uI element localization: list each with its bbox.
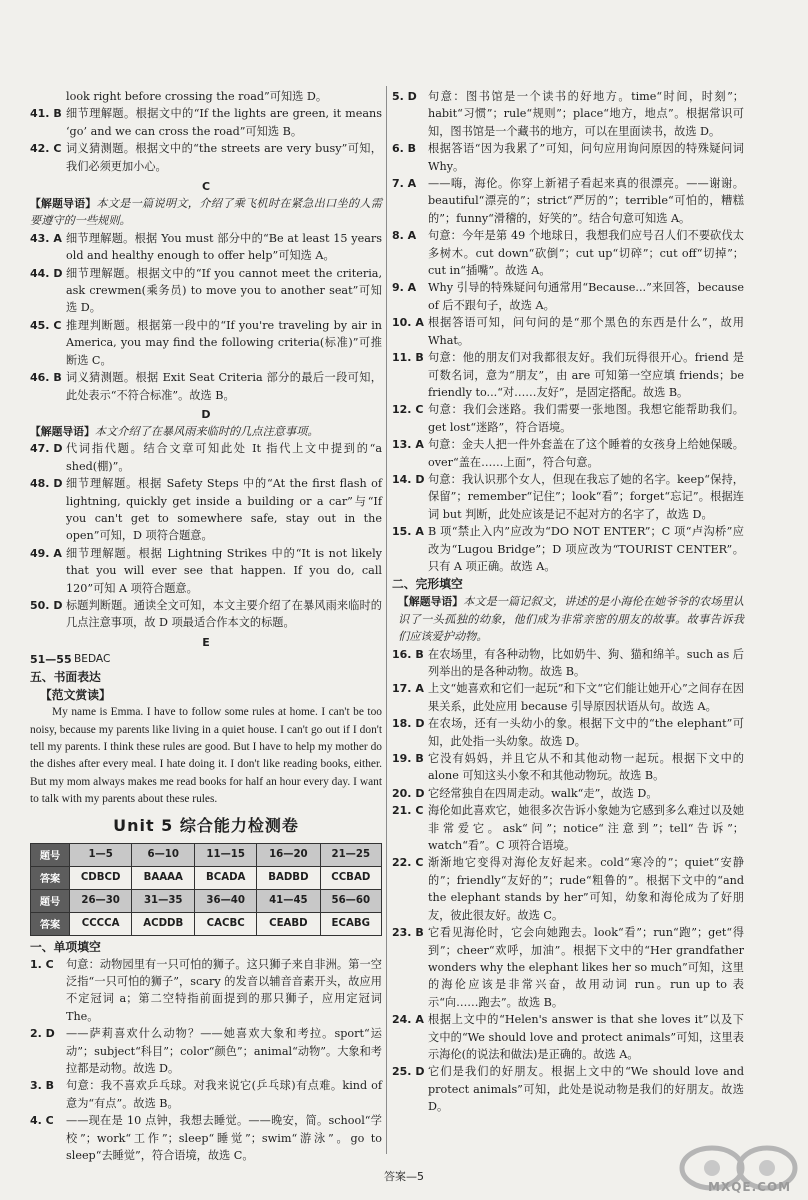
answer-item	[392, 750, 744, 785]
answer-item	[30, 265, 382, 317]
table-cell: 36—40	[195, 889, 257, 912]
answer-item	[30, 956, 382, 1026]
section-letter: D	[201, 407, 211, 421]
answer-item	[30, 1025, 382, 1077]
guide-text	[392, 593, 744, 645]
item-text: B 项“禁止入内”应改为“DO NOT ENTER”；C 项“卢沟桥”应改为“Lugou Bridge”；D 项应改为“TOURIST CENTER”。只有 A 项正确。故选 A。	[428, 525, 744, 573]
answer-item	[392, 1011, 744, 1063]
item-number: 14. D	[392, 472, 425, 486]
item-text: 细节理解题。根据文中的“If the lights are green, it means ‘go’ and we can cross the road”可知选 B。	[66, 107, 382, 138]
answer-item	[30, 1077, 382, 1112]
item-text: 细节理解题。根据 Lightning Strikes 中的“It is not likely that you will ever see that happen. If you do, call 120”可知 A 项符合题意。	[66, 546, 382, 595]
section-heading: 二、完形填空	[392, 577, 463, 592]
item-text: 句意：我认识那个女人，但现在我忘了她的名字。keep“保持，保留”；remember“记住”；look“看”；forget“忘记”。根据连词 but 判断，此处应该是记不起对方的名字了，故选 D。	[428, 472, 744, 521]
item-number: 11. B	[392, 351, 424, 365]
right-column	[392, 88, 744, 1116]
answer-item	[30, 369, 382, 404]
guide-text	[30, 423, 382, 440]
range-label: 51—55	[30, 652, 72, 666]
item-text: 细节理解题。根据 Safety Steps 中的“At the first flash of lightning, quickly get inside a building or a car”与“If you can't get to somewhere safe, stay out in the open”可知，D 项符合题意。	[66, 477, 382, 543]
table-cell: 41—45	[257, 889, 320, 912]
answer-item	[30, 545, 382, 597]
item-text: 标题判断题。通读全文可知，本文主要介绍了在暴风雨来临时的几点注意事项，故 D 项最适合作本文的标题。	[66, 598, 382, 630]
item-number: 43. A	[30, 231, 62, 245]
table-row	[31, 889, 382, 912]
guide-label: 【解题导语】	[398, 595, 464, 609]
answer-item	[30, 440, 382, 475]
guide-body: 本文是一篇说明文，介绍了乘飞机时在紧急出口坐的人需要遵守的一些规则。	[30, 197, 382, 228]
item-number: 8. A	[392, 229, 417, 243]
answer-range	[30, 651, 382, 668]
item-number: 45. C	[30, 318, 62, 332]
item-number: 6. B	[392, 142, 417, 156]
writing-heading: 五、书面表达	[30, 670, 101, 685]
guide-body: 本文是一篇记叙文，讲述的是小海伦在她爷爷的农场里认识了一头孤独的幼象，他们成为非常亲密的朋友的故事。故事告诉我们应该爱护动物。	[398, 595, 744, 644]
watermark-text: MXQE.COM	[708, 1180, 792, 1194]
answer-item	[392, 924, 744, 1011]
table-cell: 31—35	[132, 889, 195, 912]
item-number: 44. D	[30, 266, 63, 280]
item-number: 4. C	[30, 1114, 54, 1128]
answer-item	[392, 88, 744, 140]
item-text: 上文“她喜欢和它们一起玩”和下文“它们能让她开心”之间存在因果关系，此处应用 because 引导原因状语从句。故选 A。	[428, 682, 744, 713]
item-text: 它看见海伦时，它会向她跑去。look“看”；run“跑”；get“得到”；cheer“欢呼，加油”。根据下文中的“Her grandfather wonders why the elephant likes her so much”可知，这里的海伦应该是非常兴奋，故用动词 run。run up to 表示“向……跑去”。故选 B。	[428, 926, 744, 1009]
answer-item	[392, 471, 744, 523]
answer-item	[392, 227, 744, 279]
table-row	[31, 866, 382, 889]
answer-item	[392, 802, 744, 854]
item-number: 21. C	[392, 804, 424, 818]
item-number: 10. A	[392, 316, 424, 330]
item-number: 16. B	[392, 647, 424, 661]
item-number: 47. D	[30, 442, 63, 456]
table-cell: CACBC	[195, 912, 257, 935]
continued-text: look right before crossing the road”可知选 D。	[66, 90, 328, 103]
answer-item	[392, 175, 744, 227]
item-number: 1. C	[30, 957, 54, 971]
table-cell: BAAAA	[132, 866, 195, 889]
answer-item	[30, 1112, 382, 1164]
page-footer: 答案—5	[384, 1170, 424, 1183]
range-answers: BEDAC	[74, 652, 111, 665]
item-number: 25. D	[392, 1065, 425, 1079]
item-number: 41. B	[30, 107, 62, 121]
answer-item	[392, 715, 744, 750]
item-text: 句意：我们会迷路。我们需要一张地图。我想它能帮助我们。get lost“迷路”，符合语境。	[428, 403, 744, 434]
answer-item	[30, 597, 382, 632]
table-header-cell: 答案	[31, 912, 70, 935]
table-header-cell: 答案	[31, 866, 70, 889]
table-cell: 11—15	[195, 843, 257, 866]
item-number: 15. A	[392, 525, 424, 539]
item-text: 细节理解题。根据文中的“If you cannot meet the criteria, ask crewmen(乘务员) to move you to another seat”可知选 D。	[66, 266, 382, 315]
table-cell: 26—30	[70, 889, 132, 912]
table-row	[31, 843, 382, 866]
table-header-cell: 题号	[31, 843, 70, 866]
table-cell: ACDDB	[132, 912, 195, 935]
item-text: 句意：今年是第 49 个地球日，我想我们应号召人们不要砍伐太多树木。cut down“砍倒”；cut up“切碎”；cut off“切掉”；cut in“插嘴”。故选 A。	[428, 229, 744, 278]
item-text: ——嗨，海伦。你穿上新裙子看起来真的很漂亮。——谢谢。beautiful“漂亮的”；strict“严厉的”；terrible“可怕的，糟糕的”；funny“滑稽的，好笑的”。结合句意可知选 A。	[428, 177, 744, 225]
item-text: 句意：图书馆是一个读书的好地方。time“时间，时刻”；habit“习惯”；rule“规则”；place“地方，地点”。根据常识可知，图书馆是一个藏书的地方，可以在里面读书，故选 D。	[428, 90, 744, 138]
item-number: 20. D	[392, 786, 425, 800]
left-column	[30, 88, 382, 1165]
item-text: 海伦如此喜欢它，她很多次告诉小象她为它感到多么难过以及她非常爱它。ask“问”；notice“注意到”；tell“告诉”；watch“看”。C 项符合语境。	[428, 804, 744, 853]
answer-item	[30, 317, 382, 369]
answer-table	[30, 843, 382, 936]
item-number: 42. C	[30, 142, 62, 156]
guide-text	[30, 195, 382, 230]
item-text: 根据答语“因为我累了”可知，问句应用询问原因的特殊疑问词 Why。	[428, 142, 744, 173]
item-number: 9. A	[392, 281, 417, 295]
column-divider	[386, 86, 387, 1154]
item-number: 18. D	[392, 717, 425, 731]
item-number: 49. A	[30, 546, 62, 560]
answer-item	[392, 314, 744, 349]
section-letter: C	[201, 180, 211, 194]
answer-item	[392, 140, 744, 175]
item-number: 7. A	[392, 177, 417, 191]
item-number: 2. D	[30, 1027, 55, 1041]
answer-item	[30, 140, 382, 175]
section-heading: 一、单项填空	[30, 939, 101, 954]
table-cell: 6—10	[132, 843, 195, 866]
item-number: 46. B	[30, 371, 62, 385]
answer-item	[392, 436, 744, 471]
unit-title: Unit 5 综合能力检测卷	[113, 815, 299, 835]
answer-item	[392, 646, 744, 681]
guide-label: 【解题导语】	[30, 197, 97, 211]
table-cell: ECABG	[320, 912, 381, 935]
item-number: 19. B	[392, 752, 424, 766]
item-text: 句意：他的朋友们对我都很友好。我们玩得很开心。friend 是可数名词，意为“朋友”，由 are 可知第一空应填 friends；be friendly to...“对……友好”，是固定搭配。故选 B。	[428, 351, 744, 399]
model-essay: My name is Emma. I have to follow some rules at home. I can't be too noisy, because my parents like living in a quiet house. I can't go out if I don't tell my parents. I think these rules are good. But I have to help my mother do the dishes after every meal. I hate doing it. I don't like reading books, either. But my mom always makes me read books for half an hour every day. I want to talk with my parents about these rules.	[30, 706, 382, 806]
item-text: 在农场，还有一头幼小的象。根据下文中的“the elephant”可知，此处指一头幼象。故选 D。	[428, 717, 744, 748]
answer-item	[392, 1063, 744, 1115]
answer-item	[30, 230, 382, 265]
item-text: 推理判断题。根据第一段中的“If you're traveling by air in America, you may find the following criteria(标准)”可推断选 C。	[66, 318, 382, 367]
item-number: 13. A	[392, 438, 424, 452]
item-text: 句意：动物园里有一只可怕的狮子。这只狮子来自非洲。第一空泛指“一只可怕的狮子”，scary 的发音以辅音音素开头，故应用不定冠词 a；第二空特指前面提到的那只狮子，应用定冠词 The。	[66, 957, 382, 1023]
item-text: 句意：金夫人把一件外套盖在了这个睡着的女孩身上给她保暖。over“盖在……上面”，符合句意。	[428, 438, 744, 469]
guide-body: 本文介绍了在暴风雨来临时的几点注意事项。	[94, 424, 319, 438]
item-text: 词义猜测题。根据 Exit Seat Criteria 部分的最后一段可知，此处表示“不符合标准”。故选 B。	[66, 371, 382, 402]
answer-item	[392, 680, 744, 715]
item-text: 它们是我们的好朋友。根据上文中的“We should love and protect animals”可知，此处是说动物是我们的好朋友。故选 D。	[428, 1065, 744, 1114]
item-text: 句意：我不喜欢乒乓球。对我来说它(乒乓球)有点难。kind of 意为“有点”。故选 B。	[66, 1079, 382, 1110]
item-text: Why 引导的特殊疑问句通常用“Because...”来回答，because of 后不跟句子，故选 A。	[428, 281, 744, 312]
table-cell: 1—5	[70, 843, 132, 866]
answer-item	[392, 854, 744, 924]
table-cell: CCBAD	[320, 866, 381, 889]
table-cell: CCCCA	[70, 912, 132, 935]
answer-item	[30, 105, 382, 140]
section-letter: E	[202, 635, 210, 649]
answer-item	[392, 349, 744, 401]
item-number: 3. B	[30, 1079, 55, 1093]
table-header-cell: 题号	[31, 889, 70, 912]
answer-item	[392, 523, 744, 575]
model-heading: 【范文赏读】	[40, 688, 111, 703]
table-row	[31, 912, 382, 935]
answer-item	[392, 401, 744, 436]
item-number: 22. C	[392, 856, 424, 870]
answer-item	[392, 785, 744, 802]
table-cell: BCADA	[195, 866, 257, 889]
table-cell: BADBD	[257, 866, 320, 889]
table-cell: CDBCD	[70, 866, 132, 889]
item-text: 渐渐地它变得对海伦友好起来。cold“寒冷的”；quiet“安静的”；friendly“友好的”；rude“粗鲁的”。根据下文中的“and the elephant stands by her”可知，幼象和海伦成为了好朋友，彼此很友好。故选 C。	[428, 856, 744, 922]
item-text: 根据答语可知，问句问的是“那个黑色的东西是什么”，故用 What。	[428, 316, 744, 347]
table-cell: 21—25	[320, 843, 381, 866]
item-text: 在农场里，有各种动物，比如奶牛、狗、猫和绵羊。such as 后列举出的是各种动物。故选 B。	[428, 647, 744, 678]
table-cell: 56—60	[320, 889, 381, 912]
item-number: 24. A	[392, 1013, 424, 1027]
item-number: 17. A	[392, 682, 424, 696]
answer-item	[392, 279, 744, 314]
item-text: 细节理解题。根据 You must 部分中的“Be at least 15 years old and healthy enough to offer help”可知选 A。	[66, 231, 382, 263]
item-text: 它没有妈妈，并且它从不和其他动物一起玩。根据下文中的 alone 可知这头小象不和其他动物玩。故选 B。	[428, 752, 744, 783]
item-text: 它经常独自在四周走动。walk“走”，故选 D。	[428, 786, 658, 800]
item-number: 23. B	[392, 926, 424, 940]
item-text: 词义猜测题。根据文中的“the streets are very busy”可知，我们必须更加小心。	[66, 142, 382, 173]
item-text: ——现在是 10 点钟，我想去睡觉。——晚安，简。school“学校”；work“工作”；sleep“睡觉”；swim“游泳”。go to sleep“去睡觉”，符合语境，故选 C。	[66, 1114, 382, 1163]
item-number: 5. D	[392, 90, 417, 103]
table-cell: CEABD	[257, 912, 320, 935]
item-text: 根据上文中的“Helen's answer is that she loves it”以及下文中的“We should love and protect animals”可知，这里表示海伦(的说法和做法)是正确的。故选 A。	[428, 1013, 744, 1061]
item-number: 12. C	[392, 403, 424, 417]
item-text: 代词指代题。结合文章可知此处 It 指代上文中提到的“a shed(棚)”。	[66, 442, 382, 473]
guide-label: 【解题导语】	[30, 424, 95, 438]
item-number: 50. D	[30, 598, 63, 612]
item-number: 48. D	[30, 477, 63, 491]
answer-item	[30, 475, 382, 545]
item-text: ——萨莉喜欢什么动物？——她喜欢大象和考拉。sport“运动”；subject“科目”；color“颜色”；animal“动物”。大象和考拉都是动物。故选 D。	[66, 1027, 382, 1076]
table-cell: 16—20	[257, 843, 320, 866]
